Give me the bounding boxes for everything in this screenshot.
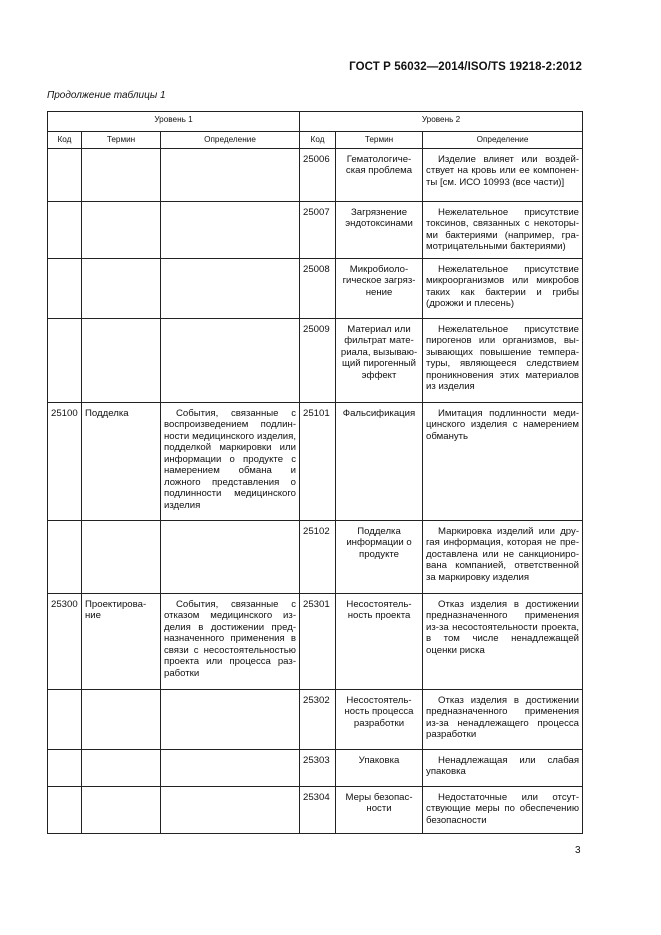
level1-code [48, 689, 82, 749]
col-header-code-2: Код [300, 132, 336, 149]
level2-code: 25303 [300, 749, 336, 786]
level1-code [48, 786, 82, 833]
level1-term [82, 520, 161, 593]
col-header-code-1: Код [48, 132, 82, 149]
level2-definition: Изделие влияет или воздействует на кровь или ее компоненты [см. ИСО 10993 (все части)] [423, 148, 583, 201]
level2-code: 25006 [300, 148, 336, 201]
table-row [48, 749, 583, 786]
level2-code: 25302 [300, 689, 336, 749]
level1-term [82, 258, 161, 318]
level1-definition [161, 148, 300, 201]
level1-term [82, 689, 161, 749]
level2-definition: Ненадлежащая или слабая упаковка [423, 749, 583, 786]
level2-definition: Нежелательное присутствие микроорганизмов или микробов таких как бактерии и грибы (дрожжи и плесень) [423, 258, 583, 318]
table-caption: Продолжение таблицы 1 [47, 90, 166, 101]
column-header-row [48, 132, 583, 149]
level2-definition: Нежелательное присутствие токсинов, связанных с некоторыми бактериями (например, грамотрицательными бактериями) [423, 201, 583, 258]
level1-code: 25300 [48, 593, 82, 689]
table-row [48, 520, 583, 593]
level1-definition [161, 258, 300, 318]
table-row [48, 786, 583, 833]
level1-code: 25100 [48, 402, 82, 520]
level1-code [48, 520, 82, 593]
level1-definition [161, 689, 300, 749]
level2-code: 25102 [300, 520, 336, 593]
level2-term: Упаковка [336, 749, 423, 786]
level2-code: 25304 [300, 786, 336, 833]
level1-definition [161, 520, 300, 593]
level2-definition: Нежелательное присутствие пирогенов или организмов, вызывающих повышение температуры, являющееся следствием проникновения этих материалов из изделия [423, 318, 583, 402]
level2-term: Гематологическая проблема [336, 148, 423, 201]
table-row [48, 689, 583, 749]
level1-definition [161, 318, 300, 402]
level2-term: Материал или фильтрат материала, вызывающий пирогенный эффект [336, 318, 423, 402]
level1-term: Проектирование [82, 593, 161, 689]
level2-term: Загрязнение эндотоксинами [336, 201, 423, 258]
level2-code: 25101 [300, 402, 336, 520]
table-row [48, 593, 583, 689]
level1-code [48, 258, 82, 318]
col-header-term-1: Термин [82, 132, 161, 149]
level1-term: Подделка [82, 402, 161, 520]
col-header-definition-1: Определение [161, 132, 300, 149]
level1-definition: События, связанные с отказом медицинского изделия в достижении предназначенного применения в связи с несостоятельностью проекта или процесса разработки [161, 593, 300, 689]
level1-term [82, 749, 161, 786]
level2-definition: Отказ изделия в достижении предназначенного применения из-за ненадлежащего процесса разработки [423, 689, 583, 749]
level1-definition [161, 201, 300, 258]
table-row [48, 318, 583, 402]
level2-header: Уровень 2 [300, 112, 583, 132]
level1-definition [161, 749, 300, 786]
level-header-row [48, 112, 583, 132]
level2-term: Несостоятельность процесса разработки [336, 689, 423, 749]
classification-table [47, 111, 583, 834]
level2-code: 25301 [300, 593, 336, 689]
level2-definition: Недостаточные или отсутствующие меры по обеспечению безопасности [423, 786, 583, 833]
level1-term [82, 201, 161, 258]
level2-term: Меры безопасности [336, 786, 423, 833]
level2-term: Несостоятельность проекта [336, 593, 423, 689]
table-row [48, 201, 583, 258]
col-header-definition-2: Определение [423, 132, 583, 149]
level1-code [48, 201, 82, 258]
page-number: 3 [575, 845, 581, 856]
level2-definition: Маркировка изделий или другая информация, которая не предоставлена или не санкционирована компанией, ответственной за маркировку изделия [423, 520, 583, 593]
level1-term [82, 318, 161, 402]
level1-term [82, 786, 161, 833]
level1-code [48, 749, 82, 786]
level2-definition: Имитация подлинности медицинского изделия с намерением обмануть [423, 402, 583, 520]
level2-term: Подделка информации о продукте [336, 520, 423, 593]
level1-header: Уровень 1 [48, 112, 300, 132]
level1-definition [161, 786, 300, 833]
table-row [48, 148, 583, 201]
level1-definition: События, связанные с воспроизведением подлинности медицинского изделия, подделкой маркировки или информации о продукте с намерением обмана и ложного представления о подлинности медицинского изделия [161, 402, 300, 520]
level2-term: Микробиологическое загрязнение [336, 258, 423, 318]
level1-code [48, 148, 82, 201]
level2-code: 25009 [300, 318, 336, 402]
level2-code: 25007 [300, 201, 336, 258]
level2-code: 25008 [300, 258, 336, 318]
level2-term: Фальсификация [336, 402, 423, 520]
table-row [48, 402, 583, 520]
document-header: ГОСТ Р 56032—2014/ISO/TS 19218-2:2012 [349, 61, 582, 73]
level1-term [82, 148, 161, 201]
level1-code [48, 318, 82, 402]
table-row [48, 258, 583, 318]
col-header-term-2: Термин [336, 132, 423, 149]
level2-definition: Отказ изделия в достижении предназначенного применения из-за несостоятельности проекта, в том числе ненадлежащей оценки риска [423, 593, 583, 689]
